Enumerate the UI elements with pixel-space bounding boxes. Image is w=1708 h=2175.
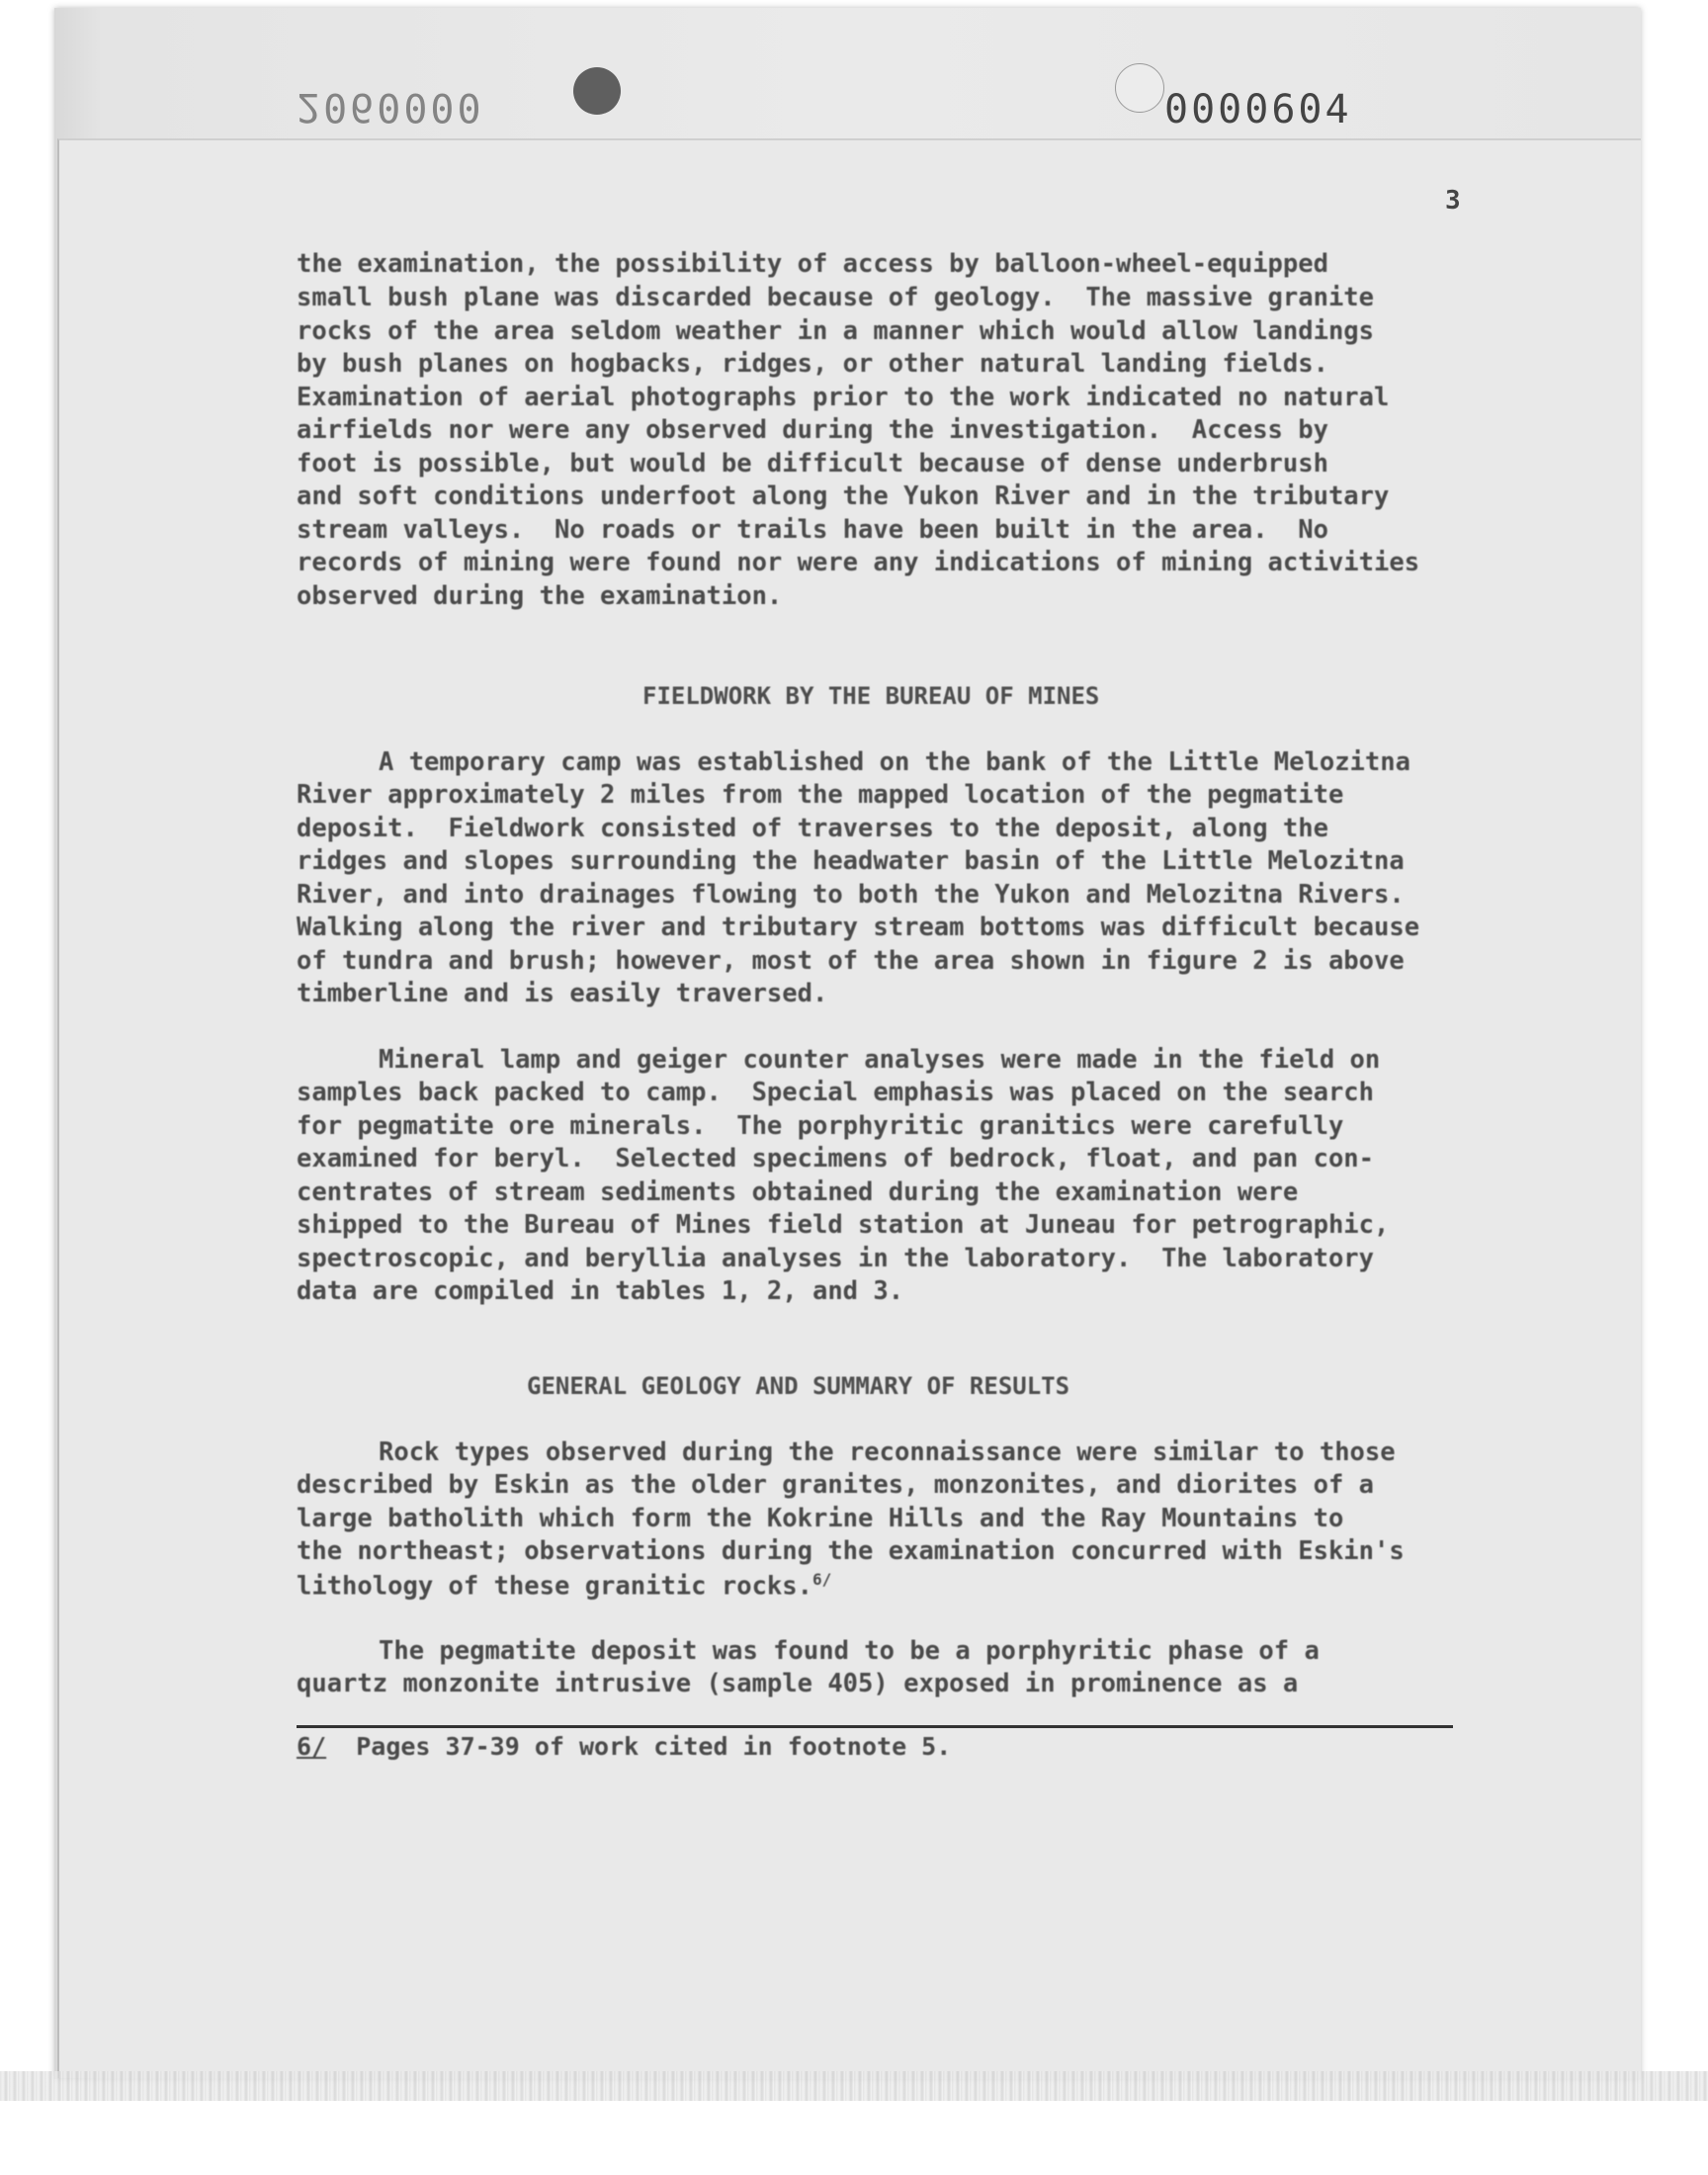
- text-line: of tundra and brush; however, most of the area shown in figure 2 is above: [297, 946, 1405, 976]
- text-line: records of mining were found nor were any indications of mining activities: [297, 548, 1420, 577]
- text-line: Mineral lamp and geiger counter analyses were made in the field on: [379, 1045, 1381, 1075]
- text-line: lithology of these granitic rocks.: [297, 1571, 812, 1602]
- text-line: ridges and slopes surrounding the headwater basin of the Little Melozitna: [297, 846, 1405, 876]
- text-line: spectroscopic, and beryllia analyses in the laboratory. The laboratory: [297, 1244, 1375, 1273]
- text-line: River, and into drainages flowing to both the Yukon and Melozitna Rivers.: [297, 880, 1405, 910]
- text-line: Rock types observed during the reconnaissance were similar to those: [379, 1437, 1396, 1467]
- text-line: deposit. Fieldwork consisted of traverses to the deposit, along the: [297, 814, 1328, 843]
- text-line: small bush plane was discarded because of geology. The massive granite: [297, 283, 1375, 312]
- footnote: [297, 1732, 951, 1761]
- text-line: timberline and is easily traversed.: [297, 979, 828, 1008]
- text-line: data are compiled in tables 1, 2, and 3.: [297, 1276, 904, 1306]
- footnote-marker: 6/: [297, 1732, 327, 1761]
- text-line: the examination, the possibility of access by balloon-wheel-equipped: [297, 249, 1328, 279]
- text-line: the northeast; observations during the examination concurred with Eskin's: [297, 1536, 1405, 1566]
- text-line: The pegmatite deposit was found to be a porphyritic phase of a: [379, 1636, 1320, 1666]
- text-line: airfields nor were any observed during the investigation. Access by: [297, 415, 1328, 445]
- section-heading-geology: GENERAL GEOLOGY AND SUMMARY OF RESULTS: [527, 1372, 1070, 1400]
- text-line: large batholith which form the Kokrine Hills and the Ray Mountains to: [297, 1504, 1344, 1533]
- text-line: Walking along the river and tributary stream bottoms was difficult because: [297, 913, 1420, 942]
- document-number-mirrored: 2060000: [297, 84, 484, 130]
- text-line: centrates of stream sediments obtained during the examination were: [297, 1177, 1299, 1207]
- text-line: quartz monzonite intrusive (sample 405) exposed in prominence as a: [297, 1669, 1299, 1698]
- text-line: examined for beryl. Selected specimens of bedrock, float, and pan con-: [297, 1144, 1375, 1174]
- text-line: rocks of the area seldom weather in a manner which would allow landings: [297, 316, 1375, 346]
- text-line: Examination of aerial photographs prior to the work indicated no natural: [297, 383, 1390, 412]
- footnote-text: Pages 37-39 of work cited in footnote 5.: [356, 1732, 952, 1761]
- text-line: stream valleys. No roads or trails have been built in the area. No: [297, 515, 1328, 545]
- text-line-with-footnote: [297, 1570, 831, 1602]
- text-line: and soft conditions underfoot along the Yukon River and in the tributary: [297, 481, 1390, 511]
- punch-hole-right: [1115, 63, 1164, 113]
- section-heading-fieldwork: FIELDWORK BY THE BUREAU OF MINES: [642, 682, 1100, 710]
- text-line: River approximately 2 miles from the mapped location of the pegmatite: [297, 780, 1344, 810]
- document-number: 0000604: [1164, 87, 1352, 132]
- text-line: samples back packed to camp. Special emphasis was placed on the search: [297, 1078, 1375, 1107]
- punch-hole-left: [573, 67, 621, 115]
- footnote-reference: 6/: [811, 1570, 832, 1589]
- text-line: A temporary camp was established on the bank of the Little Melozitna: [379, 747, 1410, 777]
- text-line: for pegmatite ore minerals. The porphyritic granitics were carefully: [297, 1111, 1344, 1141]
- text-line: described by Eskin as the older granites, monzonites, and diorites of a: [297, 1470, 1375, 1500]
- text-line: by bush planes on hogbacks, ridges, or other natural landing fields.: [297, 349, 1328, 379]
- text-line: shipped to the Bureau of Mines field station at Juneau for petrographic,: [297, 1210, 1390, 1240]
- page-number: 3: [1445, 186, 1461, 216]
- text-line: foot is possible, but would be difficult because of dense underbrush: [297, 449, 1328, 478]
- scanner-streak: [0, 2071, 1708, 2101]
- footnote-divider: [297, 1725, 1453, 1728]
- text-line: observed during the examination.: [297, 581, 783, 611]
